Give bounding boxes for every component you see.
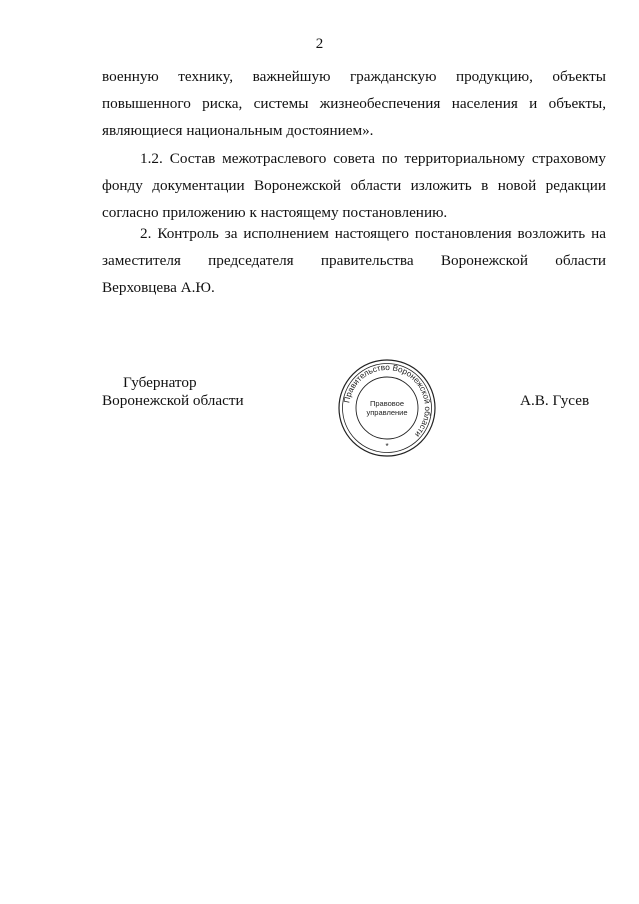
text-line: 2. Контроль за исполнением настоящего постановления возложить на [140,225,606,242]
stamp-inner-line2: управление [366,408,408,417]
text-line: военную техникy, важнейшую гражданскую продукцию, объекты [102,68,606,85]
stamp-star: * [385,442,389,451]
text-line: Верховцева А.Ю. [102,279,215,296]
signer-position: Губернатор [123,374,197,391]
official-stamp [337,358,437,458]
stamp-inner-line1: Правовое [369,399,405,408]
signer-region: Воронежской области [102,392,244,409]
stamp-outer-text: Правительство Воронежской области [342,362,433,439]
signer-title [102,374,244,410]
text-line: заместителя председателя правительства Воронежской области [102,252,606,269]
paragraph-2 [102,220,606,301]
text-line: фонду документации Воронежской области изложить в новой редакции [102,177,606,194]
signer-name: А.В. Гусев [520,392,590,409]
text-line: 1.2. Состав межотраслевого совета по территориальному страховому [140,150,606,167]
text-line: повышенного риска, системы жизнеобеспечения населения и объекты, [102,95,606,112]
text-line: согласно приложению к настоящему постановлению. [102,204,448,221]
text-line: являющиеся национальным достоянием». [102,122,374,139]
page-number: 2 [315,36,324,52]
paragraph-continuation [102,63,606,144]
paragraph-1-2 [102,145,606,226]
